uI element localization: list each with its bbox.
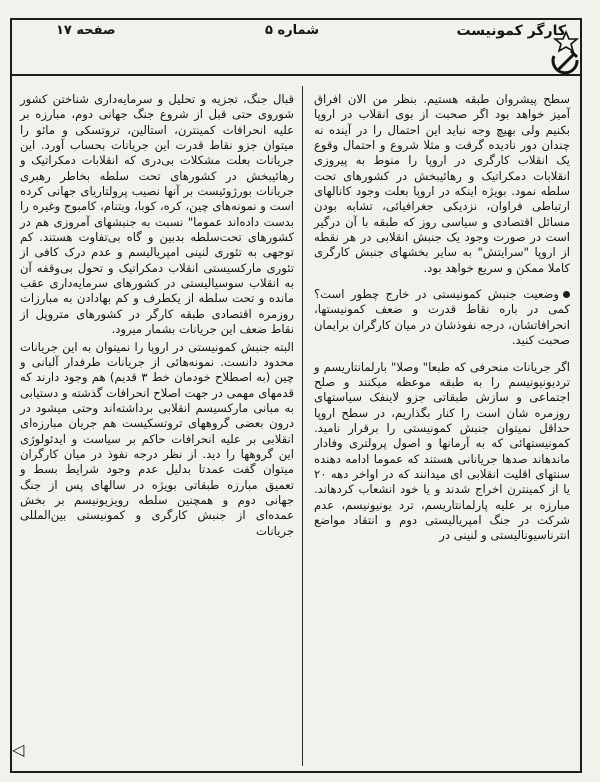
question-text: وضعیت جنبش کمونیستی در خارج چطور است؟ کمی در باره نقاط قدرت و ضعف کمونیستها، انحرافاتشان، درجه نفوذشان در میان کارگران برایمان صحبت کنید. <box>314 287 570 348</box>
triangle-arrow-icon: ◁ <box>12 740 25 759</box>
left-paragraph-2: البته جنبش کمونیستی در اروپا را نمیتوان به این جریانات محدود دانست. نمونه‌هائی از جریانات طرفدار آلبانی و چین (به اصطلاح خودمان خط ۳ قدیم) هم وجود دارند که قدمهای مهمی در جهت اصلاح انحرافات گذشته و دستیابی به مبانی مارکسیسم انقلابی برداشته‌اند وحتی میشود در درون بعضی گروههای تروتسکیست هم جریان مبارزه‌ای انقلابی بر علیه انحرافات حاکم بر سیاست و ایدئولوژی این گروهها را دید. از نظر درجه نفوذ در میان کارگران میتوان گفت عمدتا بدلیل عدم وجود شرایط بسط و تعمیق مبارزه طبقاتی بویژه در سالهای پس از جنگ جهانی دوم و همچنین سلطه رویزیونیسم بر بخش عمده‌ای از جنبش کارگری و کمونیستی بین‌المللی جریانات <box>20 339 294 538</box>
left-paragraph-1: قبال جنگ، تجزیه و تحلیل و سرمایه‌داری شناختن کشور شوروی حتی قبل از شروع جنگ جهانی دوم، مبارزه بر علیه انحرافات کمینترن، استالین، تروتسکی و مائو را میتوان جزو نقاط قدرت این جریانات بحساب آورد. این جریانات بعلت مشکلات بی‌دری که انقلابات دمکراتیک و رهائیبخش در کشورهای تحت سلطه بخاطر رهبری جریانات بورژوئیست بر آنها نصیب پرولتاریای جهانی کرده است و نمونه‌های چین، کره، کوبا، ویتنام، کامبوج وغیره را بدست داده‌اند عموما" نسبت به جنبشهای آمروزی هم در کشورهای تحت‌سلطه بدبین و گاه بی‌تفاوت هستند. کم توجهی به تئوری لنینی امپریالیسم و عدم درک کافی از تئوری مارکسیستی انقلاب دمکراتیک و تحول بی‌وقفه آن به انقلاب سوسیالیستی در کشورهای سرمایه‌داری عقب مانده و تحت سلطه از یکطرف و کم بهاداد‌ن به مبارزات روزمره اقتصادی طبقه کارگر در کشورهای متروپل از نقاط ضعف این جریانات بشمار میرود. <box>20 92 294 337</box>
issue-number: شماره ۵ <box>265 23 320 38</box>
publication-name: کارگر کمونیست <box>456 23 566 39</box>
right-paragraph-1: سطح پیشروان طبقه هستیم. بنظر من الان افراق آمیز خواهد بود اگر صحبت از بوی انقلاب در اروپا بکنیم ولی بهیچ وجه نباید این احتمال را در آینده نه چندان دور نادیده گرفت و مثلا شروع و احتمال وقوع یک انقلاب کارگری در اروپا را منوط به پیروزی انقلابات دمکراتیک و رهائیبخش در کشورهای تحت سلطه نمود. بویژه اینکه در اروپا بعلت وجود کانالهای ارتباطی فراوان، نزدیکی جغرافیائی، تشابه بودن مسائل اقتصادی و سیاسی روز که طبقه با آن درگیر است در صورت وجود یک جنبش انقلابی در هر نقطه از اروپا "سرایتش" به سایر بخشهای جنبش کارگری کاملا ممکن و سریع خواهد بود. <box>314 92 570 275</box>
right-column <box>314 92 570 546</box>
bullet-icon <box>563 291 570 298</box>
right-paragraph-3: اگر جریانات منحرفی که طبعا" وصلا" بارلمانتاریسم و تردیونیونیسم را به طبقه موعظه میکنند و صلح اجتماعی و سازش طبقاتی جزو لاینفک سیاستهای روزمره شان است را کنار بگذاریم، در سطح اروپا حداقل نمیتوان جنبش کمونیستی را برقرار نامید. کمونیستهائی که به آرمانها و اصول پرولتری وفادار ماندهاند صدها جریانانی هستند که عموما ادامه دهنده سنتهای اقلیت انقلابی ای میدانند که در اواخر دهه ۲۰ یا از کمینترن اخراج شدند و یا خود انشعاب کردهاند. مبارزه بر علیه پارلمانتاریسم، ترد یونیونیسم، عدم شرکت در جنگ امپریالیستی دوم و انتقاد مواضع انترناسیونالیستی و لنینی در <box>314 359 570 543</box>
page-number: صفحه ۱۷ <box>56 23 116 38</box>
paragraph-gap <box>314 278 570 287</box>
paragraph-gap <box>314 351 570 360</box>
column-divider <box>302 86 303 766</box>
question-paragraph <box>314 287 570 348</box>
left-column <box>20 92 294 541</box>
